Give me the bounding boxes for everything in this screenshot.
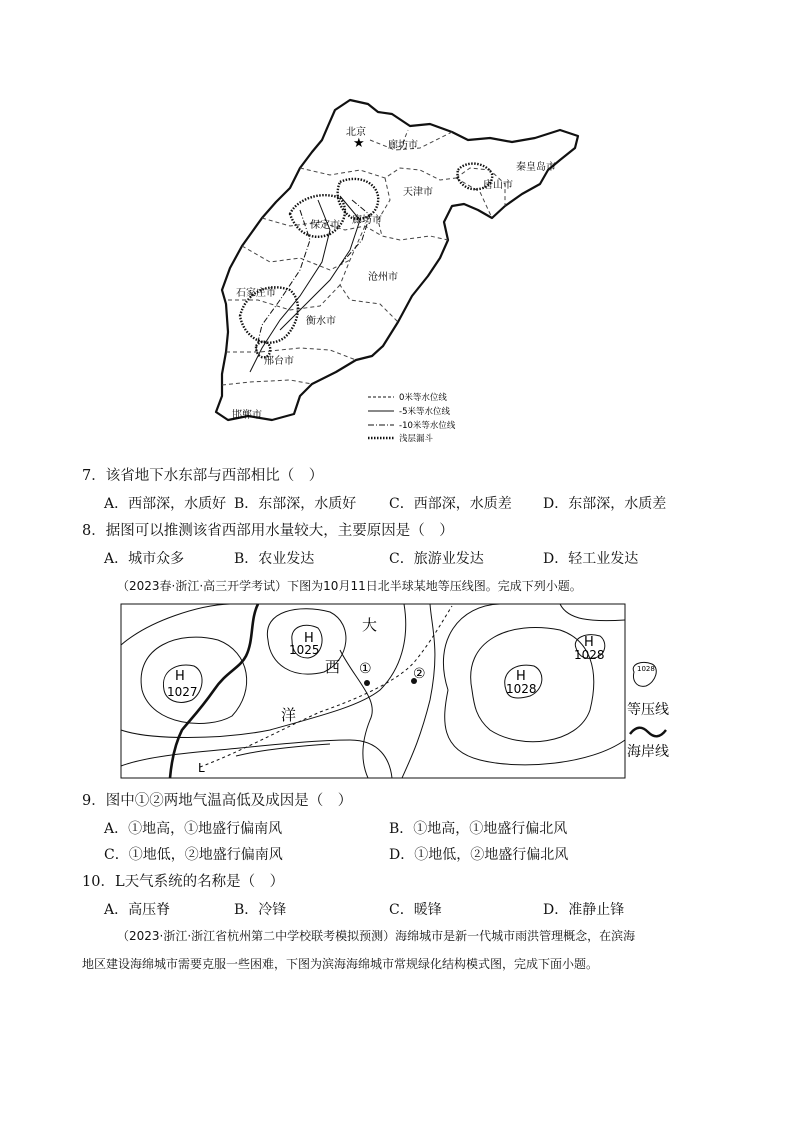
- label-baoding: 保定市: [310, 220, 340, 231]
- legend-coast-symbol: [630, 728, 666, 737]
- q9-option-a[interactable]: A．①地高，①地盛行偏南风: [104, 821, 283, 837]
- q8-option-d[interactable]: D．轻工业发达: [543, 551, 639, 567]
- label-xingtai: 邢台市: [264, 356, 294, 367]
- q10-stem: 10．L天气系统的名称是（ ）: [82, 874, 285, 890]
- q7-option-d[interactable]: D．东部深，水质差: [543, 496, 667, 512]
- ocean-char-yang: 洋: [281, 706, 297, 724]
- point-1-label: ①: [359, 661, 372, 677]
- high-label-mid: H: [304, 631, 314, 646]
- star-icon: ★: [353, 136, 365, 151]
- q10-option-d[interactable]: D．准静止锋: [543, 902, 625, 918]
- q9-option-c[interactable]: C．①地低，②地盛行偏南风: [104, 847, 283, 863]
- label-cangzhou: 沧州市: [368, 272, 398, 283]
- isobar-1028-far-right: 1028: [574, 648, 605, 662]
- groundwater-map: [205, 92, 590, 432]
- isobar-1028-right: 1028: [506, 682, 537, 696]
- q9-option-d[interactable]: D．①地低，②地盛行偏北风: [389, 847, 569, 863]
- q10-option-b[interactable]: B．冷锋: [234, 902, 287, 918]
- q10-option-c[interactable]: C．暖锋: [389, 902, 442, 918]
- legend-isobar-label: 等压线: [627, 702, 669, 718]
- label-hengshui: 衡水市: [306, 316, 336, 327]
- ocean-char-da: 大: [362, 616, 378, 634]
- intro-sponge-line2: 地区建设海绵城市需要克服一些困难，下图为滨海海绵城市常规绿化结构模式图，完成下面小题。: [82, 957, 599, 971]
- point-1: [364, 680, 370, 686]
- map1-legend-funnel: [568, 432, 569, 433]
- high-label-far-right: H: [584, 635, 594, 650]
- q9-stem: 9．图中①②两地气温高低及成因是（ ）: [82, 793, 353, 809]
- q7-option-b[interactable]: B．东部深，水质好: [234, 496, 357, 512]
- legend-isobar-value: 1028: [637, 665, 655, 673]
- q8-option-a[interactable]: A．城市众多: [104, 551, 185, 567]
- q8-option-b[interactable]: B．农业发达: [234, 551, 315, 567]
- isobar-map: [118, 602, 678, 780]
- high-label-left: H: [175, 669, 185, 684]
- low-front-label: L: [198, 761, 205, 775]
- label-langfang-north: 廊坊市: [388, 140, 418, 151]
- legend-funnel-row: [573, 433, 574, 434]
- q7-option-a[interactable]: A．西部深，水质好: [104, 496, 227, 512]
- legend-minus5m: -5米等水位线: [399, 407, 450, 417]
- isobar-1025: 1025: [289, 643, 320, 657]
- q9-option-b[interactable]: B．①地高，①地盛行偏北风: [389, 821, 568, 837]
- label-handan: 邯郸市: [232, 410, 262, 421]
- legend-funnel-label: 浅层漏斗: [399, 434, 434, 444]
- label-shijiazhuang: 石家庄市: [236, 288, 276, 299]
- intro-isobar: （2023春·浙江·高三开学考试）下图为10月11日北半球某地等压线图。完成下列小题。: [117, 579, 582, 593]
- label-qinhuangdao: 秦皇岛市: [516, 162, 556, 173]
- legend-0m: 0米等水位线: [399, 393, 447, 403]
- point-2-label: ②: [413, 666, 426, 682]
- ocean-char-xi: 西: [325, 658, 341, 676]
- q7-option-c[interactable]: C．西部深，水质差: [389, 496, 512, 512]
- intro-sponge-line1: （2023·浙江·浙江省杭州第二中学校联考模拟预测）海绵城市是新一代城市雨洪管理概念，在滨海: [117, 929, 636, 943]
- map1-legend: [368, 392, 456, 431]
- legend-funnel: [368, 432, 478, 444]
- isobar-1027: 1027: [167, 685, 198, 699]
- q10-option-a[interactable]: A．高压脊: [104, 902, 171, 918]
- legend-minus10m: -10米等水位线: [399, 421, 456, 431]
- high-label-right: H: [516, 669, 526, 684]
- q7-stem: 7．该省地下水东部与西部相比（ ）: [82, 468, 324, 484]
- label-langfang: 廊坊市: [352, 215, 382, 226]
- legend-coast-label: 海岸线: [627, 744, 669, 760]
- label-tangshan: 唐山市: [483, 180, 513, 191]
- label-beijing: 北京: [346, 127, 366, 138]
- label-tianjin: 天津市: [403, 187, 433, 198]
- q8-option-c[interactable]: C．旅游业发达: [389, 551, 484, 567]
- q8-stem: 8．据图可以推测该省西部用水量较大，主要原因是（ ）: [82, 523, 454, 539]
